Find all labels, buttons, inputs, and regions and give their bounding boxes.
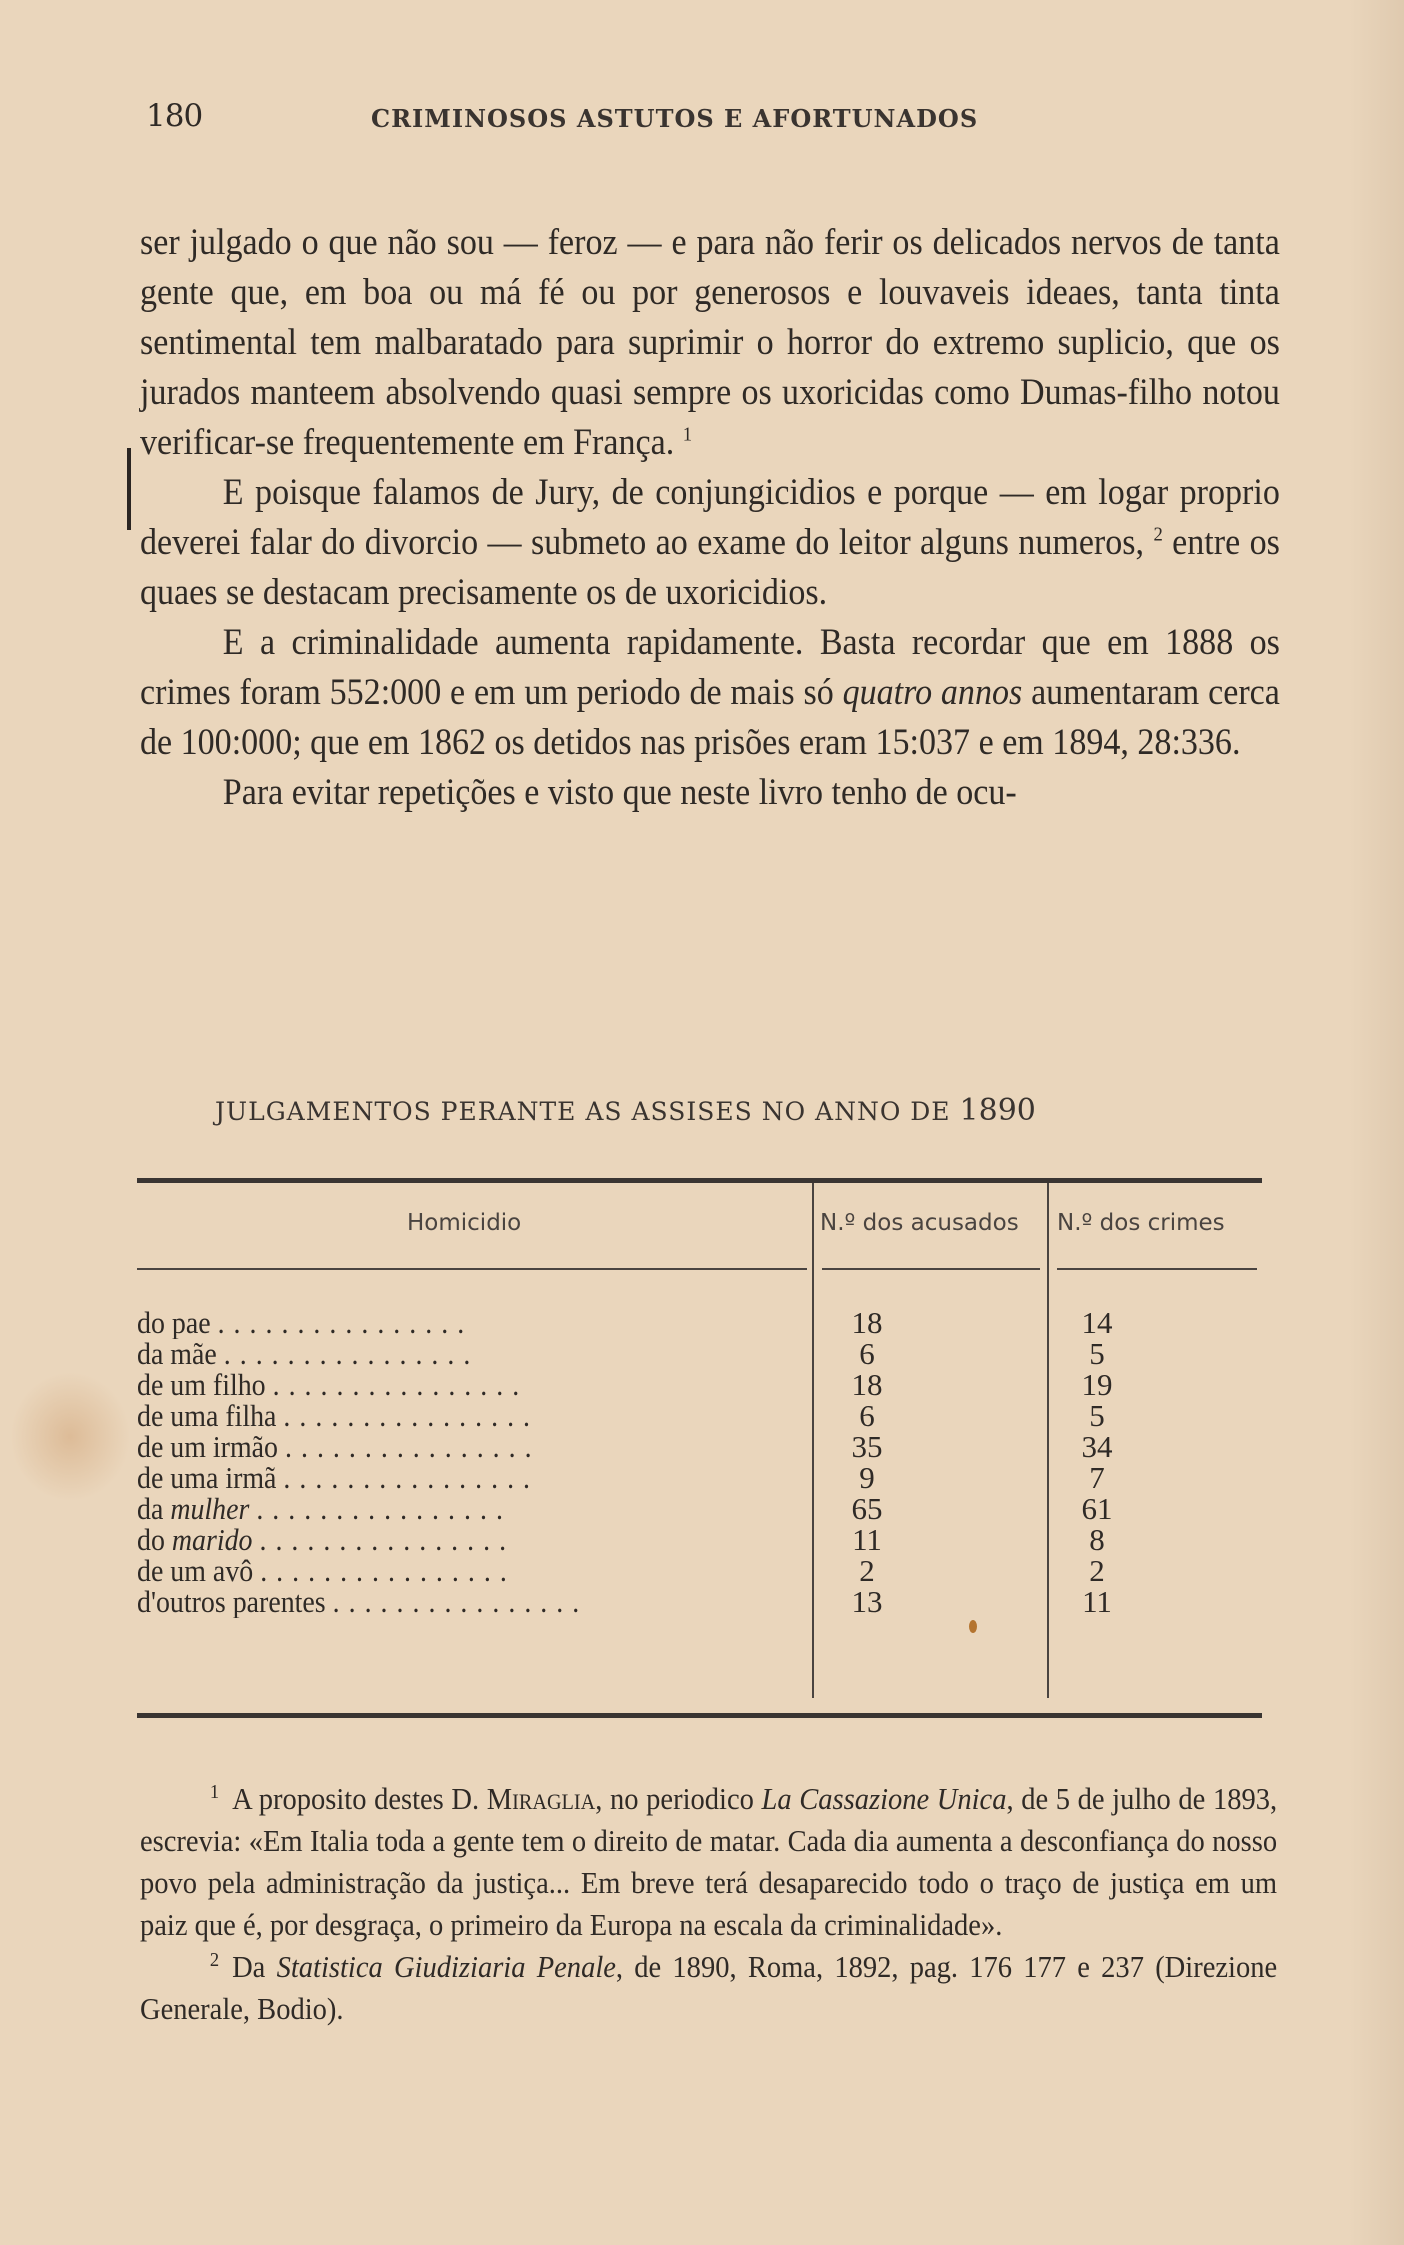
row-label: de uma filha ................ bbox=[137, 1399, 540, 1432]
crimes-count: 14 bbox=[1081, 1305, 1113, 1340]
dot-leader: ................ bbox=[259, 1523, 516, 1556]
table-row bbox=[137, 1399, 1262, 1432]
paragraph-4: Para evitar repetições e visto que neste livro tenho de ocu- bbox=[222, 772, 1017, 813]
dot-leader: ................ bbox=[217, 1306, 474, 1339]
body-text bbox=[140, 218, 1280, 818]
row-label: d'outros parentes ................ bbox=[137, 1585, 589, 1618]
row-label: do pae ................ bbox=[137, 1306, 474, 1339]
accused-count: 6 bbox=[859, 1398, 875, 1433]
crimes-count: 5 bbox=[1089, 1398, 1105, 1433]
footnotes bbox=[140, 1778, 1277, 2030]
header-rule bbox=[1057, 1268, 1257, 1270]
table-top-rule bbox=[137, 1178, 1262, 1183]
accused-count: 35 bbox=[851, 1429, 883, 1464]
emphasis: quatro annos bbox=[842, 672, 1023, 713]
crimes-count: 8 bbox=[1089, 1522, 1105, 1557]
accused-count: 2 bbox=[859, 1553, 875, 1588]
footnote-ref-2[interactable]: 2 bbox=[1153, 523, 1163, 546]
row-label: do marido ................ bbox=[137, 1523, 516, 1556]
margin-mark bbox=[127, 448, 131, 530]
author-name: Miraglia bbox=[486, 1781, 596, 1816]
table-row bbox=[137, 1430, 1262, 1463]
crimes-count: 34 bbox=[1081, 1429, 1113, 1464]
header-accused: N.º dos acusados bbox=[820, 1210, 1019, 1236]
accused-count: 6 bbox=[859, 1336, 875, 1371]
dot-leader: ................ bbox=[256, 1492, 512, 1525]
table-row bbox=[137, 1337, 1262, 1370]
crimes-count: 19 bbox=[1081, 1367, 1113, 1402]
dot-leader: ................ bbox=[332, 1585, 589, 1618]
accused-count: 11 bbox=[852, 1522, 882, 1557]
crimes-count: 5 bbox=[1089, 1336, 1105, 1371]
dot-leader: ................ bbox=[284, 1430, 541, 1463]
dot-leader: ................ bbox=[272, 1368, 529, 1401]
paragraph-1: ser julgado o que não sou — feroz — e para não ferir os delicados nervos de tanta gente que, em boa ou má fé ou por generosos e louvaveis ideaes, tanta tinta sentimental tem malbaratado para suprimir o horror do extremo suplicio, que os jurados manteem absolvendo quasi sempre os uxoricidas como Dumas-filho notou verificar-se frequentemente em França. $^1$ bbox=[140, 222, 1280, 463]
row-label: da mãe ................ bbox=[137, 1337, 480, 1370]
paragraph-2: E poisque falamos de Jury, de conjungicidios e porque — em logar proprio deverei falar do divorcio — submeto ao exame do leitor alguns numeros, $^2$ entre os quaes se destacam precisamente os de uxoricidios. bbox=[140, 472, 1280, 613]
accused-count: 18 bbox=[851, 1367, 883, 1402]
row-label: de um irmão ................ bbox=[137, 1430, 541, 1463]
table-row bbox=[137, 1523, 1262, 1556]
accused-count: 9 bbox=[859, 1460, 875, 1495]
footnote-ref-1[interactable]: 1 bbox=[682, 423, 693, 446]
row-label: de uma irmã ................ bbox=[137, 1461, 540, 1494]
accused-count: 13 bbox=[851, 1584, 883, 1619]
table-row bbox=[137, 1368, 1262, 1401]
crimes-count: 11 bbox=[1082, 1584, 1112, 1619]
running-title: CRIMINOSOS ASTUTOS E AFORTUNADOS bbox=[371, 104, 979, 133]
dot-leader: ................ bbox=[283, 1461, 540, 1494]
dot-leader: ................ bbox=[223, 1337, 480, 1370]
table-row bbox=[137, 1492, 1262, 1525]
statistics-table bbox=[137, 1178, 1262, 1718]
row-label: de um avô ................ bbox=[137, 1554, 516, 1587]
header-rule bbox=[822, 1268, 1040, 1270]
crimes-count: 2 bbox=[1089, 1553, 1105, 1588]
accused-count: 65 bbox=[851, 1491, 883, 1526]
paragraph-3: E a criminalidade aumenta rapidamente. Basta recordar que em 1888 os crimes foram 552:000 e em um periodo de mais só quatro annos aumentaram cerca de 100:000; que em 1862 os detidos nas prisões eram 15:037 e em 1894, 28:336. bbox=[140, 622, 1280, 763]
table-row bbox=[137, 1585, 1262, 1618]
table-title: JULGAMENTOS PERANTE AS ASSISES NO ANNO DE 1890 bbox=[215, 1093, 1036, 1128]
dot-leader: ................ bbox=[283, 1399, 540, 1432]
crimes-count: 7 bbox=[1089, 1460, 1105, 1495]
footnote-2: $^2$ Da Statistica Giudiziaria Penale, de 1890, Roma, 1892, pag. 176 177 e 237 (Direzione Generale, Bodio). bbox=[140, 1948, 1278, 2026]
crimes-count: 61 bbox=[1081, 1491, 1113, 1526]
header-rule bbox=[137, 1268, 807, 1270]
running-head bbox=[146, 98, 1246, 138]
table-row bbox=[137, 1554, 1262, 1587]
row-label: da mulher ................ bbox=[137, 1492, 512, 1525]
table-row bbox=[137, 1461, 1262, 1494]
page-number: 180 bbox=[146, 98, 203, 134]
journal-title: La Cassazione Unica bbox=[761, 1781, 1007, 1816]
ink-stain bbox=[969, 1620, 977, 1633]
accused-count: 18 bbox=[851, 1305, 883, 1340]
publication-title: Statistica Giudiziaria Penale bbox=[276, 1949, 616, 1984]
table-row bbox=[137, 1306, 1262, 1339]
table-bottom-rule bbox=[137, 1713, 1262, 1718]
row-label: de um filho ................ bbox=[137, 1368, 529, 1401]
header-crimes: N.º dos crimes bbox=[1057, 1210, 1225, 1236]
footnote-1: $^1$ A proposito destes D. Miraglia, no periodico La Cassazione Unica, de 5 de julho de 1893, escrevia: «Em Italia toda a gente tem o direito de matar. Cada dia aumenta a desconfiança do nosso povo pela administração da justiça... Em breve terá desaparecido todo o traço de justiça em um paiz que é, por desgraça, o primeiro da Europa na escala da criminalidade». bbox=[140, 1780, 1278, 1942]
dot-leader: ................ bbox=[260, 1554, 516, 1587]
header-homicidio: Homicidio bbox=[407, 1210, 522, 1236]
